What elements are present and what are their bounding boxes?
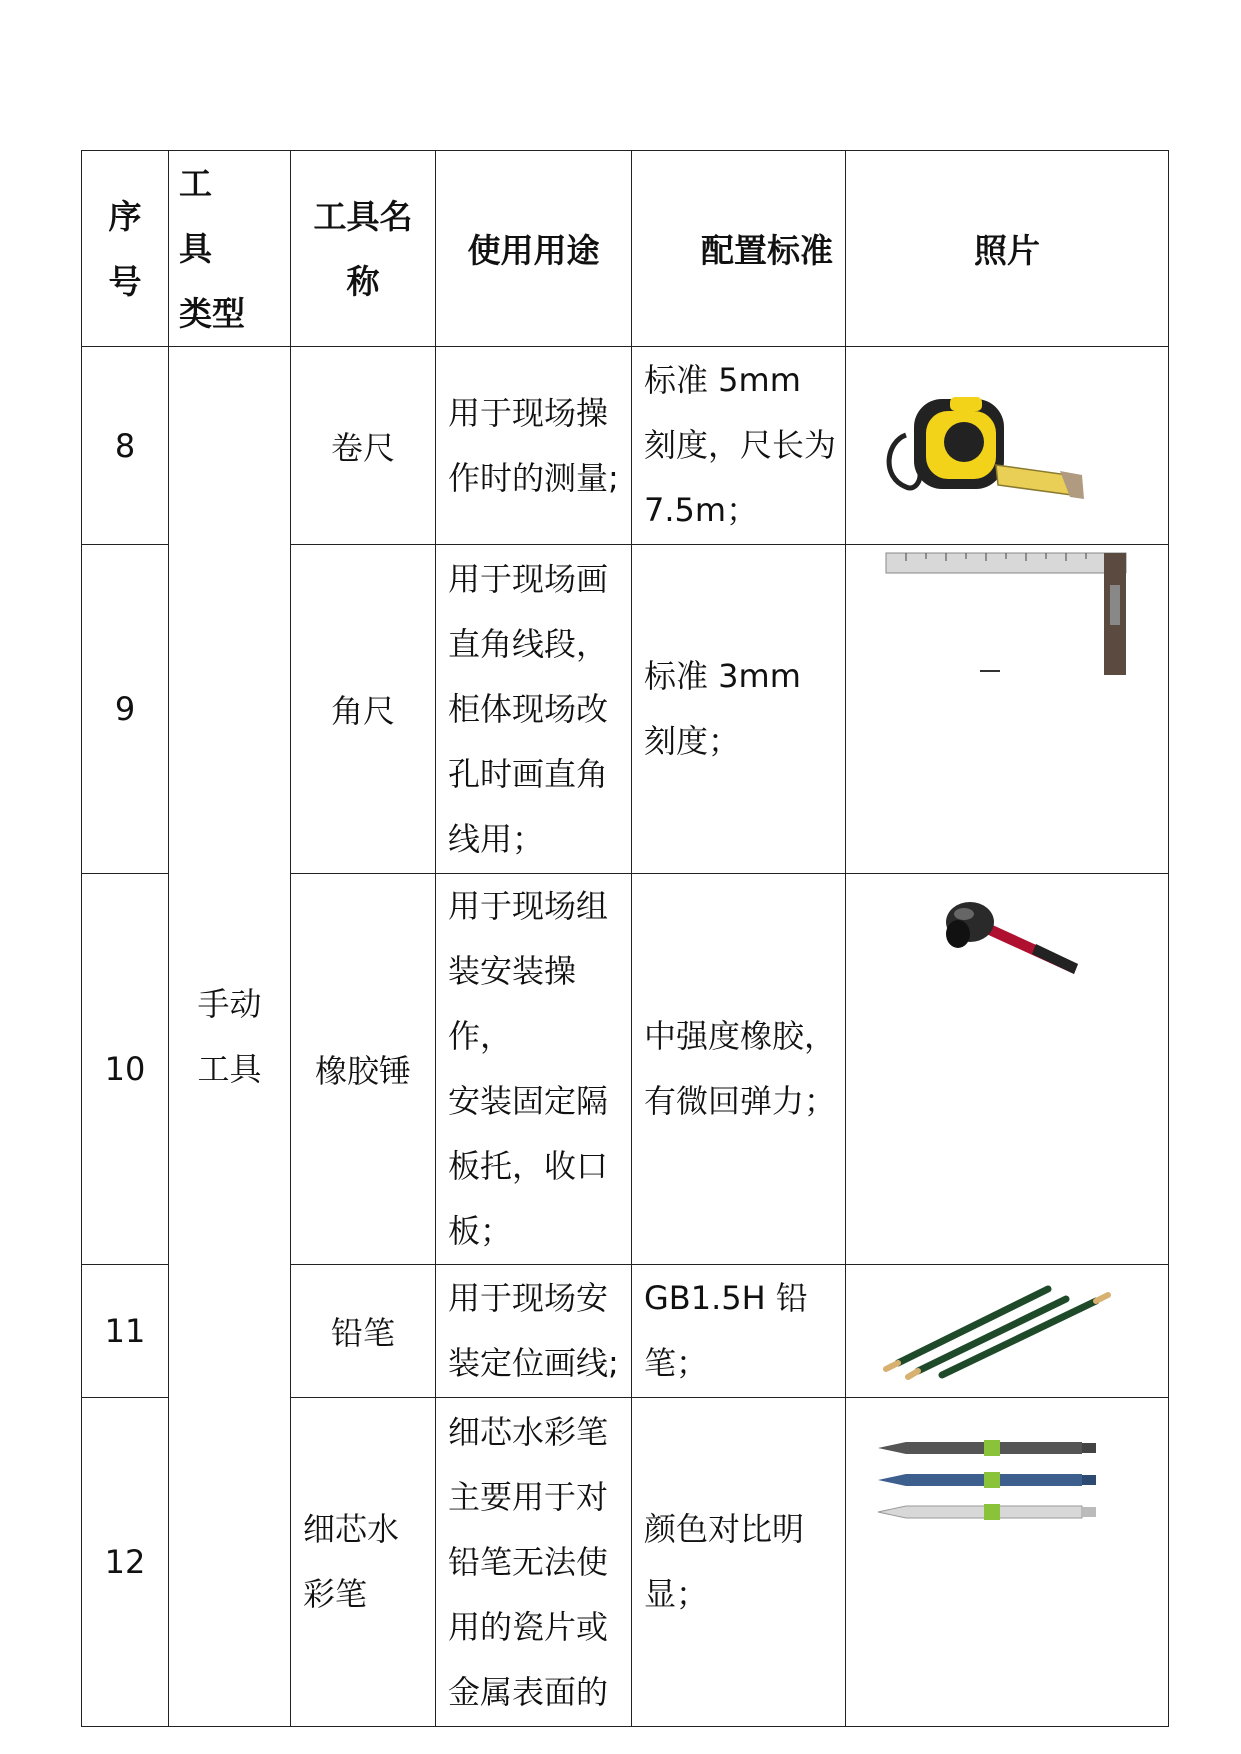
tool-name: 卷尺	[291, 347, 436, 545]
tool-use: 用于现场画 直角线段， 柜体现场改 孔时画直角 线用；	[436, 545, 632, 874]
tool-photo	[846, 1398, 1169, 1727]
tool-standard: 中强度橡胶， 有微回弹力；	[632, 874, 846, 1265]
rubber-mallet-icon	[846, 874, 1168, 1202]
tool-photo	[846, 874, 1169, 1265]
row-number: 10	[82, 874, 169, 1265]
row-number: 8	[82, 347, 169, 545]
tool-name: 铅笔	[291, 1265, 436, 1398]
tools-table	[81, 150, 1169, 1727]
tool-photo	[846, 545, 1169, 874]
tool-photo	[846, 1265, 1169, 1398]
row-number: 9	[82, 545, 169, 874]
tool-use: 细芯水彩笔 主要用于对 铅笔无法使 用的瓷片或 金属表面的	[436, 1398, 632, 1727]
markers-icon	[846, 1398, 1168, 1726]
tool-name: 细芯水 彩笔	[291, 1398, 436, 1727]
pencils-icon	[846, 1265, 1168, 1397]
header-row	[82, 151, 1169, 347]
header-seq: 序 号	[82, 151, 169, 347]
row-number: 11	[82, 1265, 169, 1398]
tool-name: 角尺	[291, 545, 436, 874]
header-standard: 配置标准	[632, 151, 846, 347]
tool-standard: 标准 3mm 刻度；	[632, 545, 846, 874]
tool-standard: 颜色对比明 显；	[632, 1398, 846, 1727]
header-name: 工具名 称	[291, 151, 436, 347]
row-number: 12	[82, 1398, 169, 1727]
header-use: 使用用途	[436, 151, 632, 347]
square-ruler-icon	[846, 545, 1168, 873]
header-type: 工 具 类型	[169, 151, 291, 347]
tool-use: 用于现场安 装定位画线;	[436, 1265, 632, 1398]
tool-name: 橡胶锤	[291, 874, 436, 1265]
tape-measure-icon	[846, 347, 1168, 544]
tool-standard: GB1.5H 铅 笔；	[632, 1265, 846, 1398]
tool-photo	[846, 347, 1169, 545]
tool-use: 用于现场组 装安装操作， 安装固定隔 板托，收口 板；	[436, 874, 632, 1265]
tool-standard: 标准 5mm 刻度，尺长为 7.5m；	[632, 347, 846, 545]
table-row	[82, 347, 1169, 545]
header-photo: 照片	[846, 151, 1169, 347]
category-cell: 手动 工具	[169, 347, 291, 1727]
tool-use: 用于现场操 作时的测量;	[436, 347, 632, 545]
